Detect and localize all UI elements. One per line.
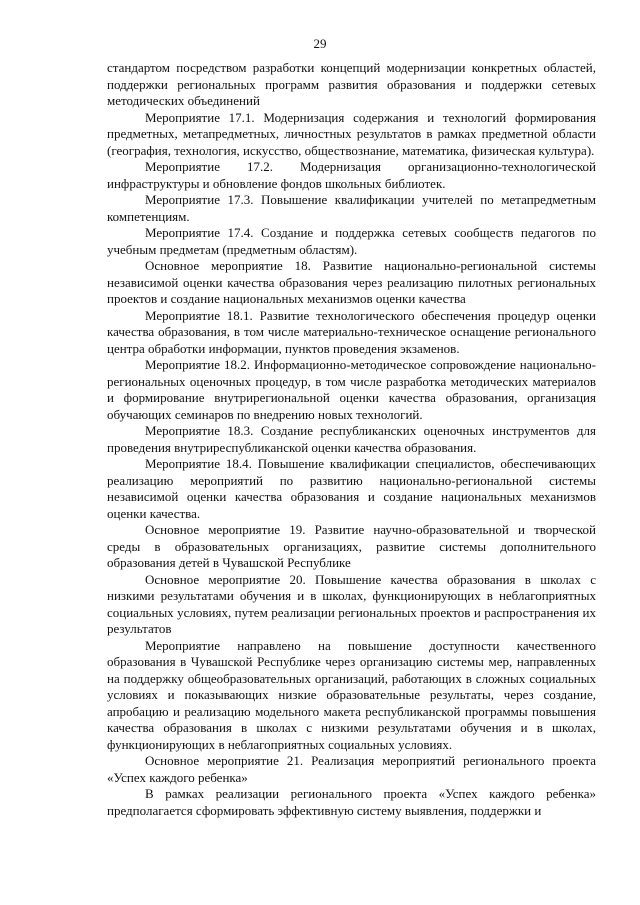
paragraph: Мероприятие 18.1. Развитие технологического обеспечения процедур оценки качества образования, в том числе материально-техническое оснащение регионального центра обработки информации, пунктов проведения экзаменов. xyxy=(107,307,596,356)
paragraph: стандартом посредством разработки концепций модернизации конкретных областей, поддержки региональных программ развития образования и поддержки сетевых методических объединений xyxy=(107,60,596,108)
paragraph: Основное мероприятие 21. Реализация мероприятий регионального проекта «Успех каждого ребенка» xyxy=(107,753,596,785)
paragraph: Мероприятие 17.2. Модернизация организационно-технологической инфраструктуры и обновление фондов школьных библиотек. xyxy=(107,159,596,191)
paragraph: Мероприятие 17.4. Создание и поддержка сетевых сообществ педагогов по учебным предметам (предметным областям). xyxy=(107,225,596,257)
paragraph: Основное мероприятие 20. Повышение качества образования в школах с низкими результатами обучения и в школах, функционирующих в неблагоприятных социальных условиях, путем реализации региональных проектов и распространения их результатов xyxy=(107,571,596,636)
paragraph: Основное мероприятие 18. Развитие национально-региональной системы независимой оценки качества образования через реализацию пилотных региональных проектов и создание национальных механизмов оценки качества xyxy=(107,258,596,306)
body-text xyxy=(107,60,596,819)
paragraph: Мероприятие 18.2. Информационно-методическое сопровождение национально-региональных оценочных процедур, в том числе разработка методических материалов и формирование внутрирегиональной оценки качества образования, организация обучающих семинаров по внедрению новых технологий. xyxy=(107,357,596,422)
paragraph: Мероприятие направлено на повышение доступности качественного образования в Чувашской Республике через организацию системы мер, направленных на поддержку общеобразовательных организаций, работающих в сложных социальных условиях и показывающих низкие образовательные результаты, через создание, апробацию и реализацию модельного макета республиканской программы повышения качества образования в школах с низкими результатами обучения и в школах, функционирующих в неблагоприятных социальных условиях. xyxy=(107,637,596,752)
paragraph: Основное мероприятие 19. Развитие научно-образовательной и творческой среды в образовательных организациях, развитие системы дополнительного образования детей в Чувашской Республике xyxy=(107,522,596,570)
paragraph: Мероприятие 18.4. Повышение квалификации специалистов, обеспечивающих реализацию мероприятий по развитию национально-региональной системы независимой оценки качества образования и создание национальных механизмов оценки качества. xyxy=(107,456,596,521)
paragraph: Мероприятие 18.3. Создание республиканских оценочных инструментов для проведения внутриреспубликанской оценки качества образования. xyxy=(107,423,596,455)
paragraph: Мероприятие 17.1. Модернизация содержания и технологий формирования предметных, метапредметных, личностных результатов в рамках предметной области (география, технология, искусство, обществознание, математика, физическая культура). xyxy=(107,109,596,158)
paragraph: Мероприятие 17.3. Повышение квалификации учителей по метапредметным компетенциям. xyxy=(107,192,596,224)
paragraph: В рамках реализации регионального проекта «Успех каждого ребенка» предполагается сформировать эффективную систему выявления, поддержки и xyxy=(107,786,596,818)
page-number: 29 xyxy=(313,36,327,51)
